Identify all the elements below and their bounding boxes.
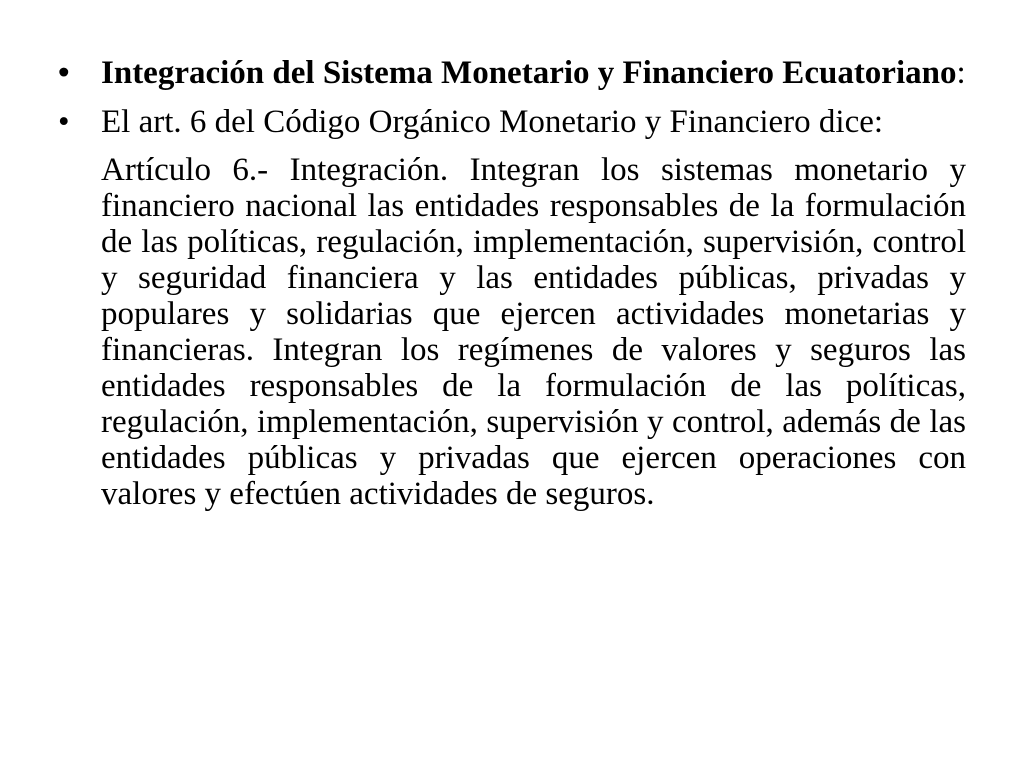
integration-heading-colon: : [956,55,966,91]
bullet-icon: • [58,55,70,91]
integration-heading-text: Integración del Sistema Monetario y Financiero Ecuatoriano [101,55,957,91]
article-6-paragraph: Artículo 6.- Integración. Integran los sistemas monetario y financiero nacional las entidades responsables de la formulación de las políticas, regulación, implementación, supervisión, control y seguridad financiera y las entidades públicas, privadas y populares y solidarias que ejercen actividades monetarias y financieras. Integran los regímenes de valores y seguros las entidades responsables de la formulación de las políticas, regulación, implementación, supervisión y control, además de las entidades públicas y privadas que ejercen operaciones con valores y efectúen actividades de seguros. [101,152,966,512]
bullet-item-article-intro [58,104,966,140]
bullet-icon: • [58,104,70,140]
article-intro-text: El art. 6 del Código Orgánico Monetario y Financiero dice: [101,104,884,140]
slide-body [58,55,966,512]
bullet-item-integration-heading [58,55,966,91]
